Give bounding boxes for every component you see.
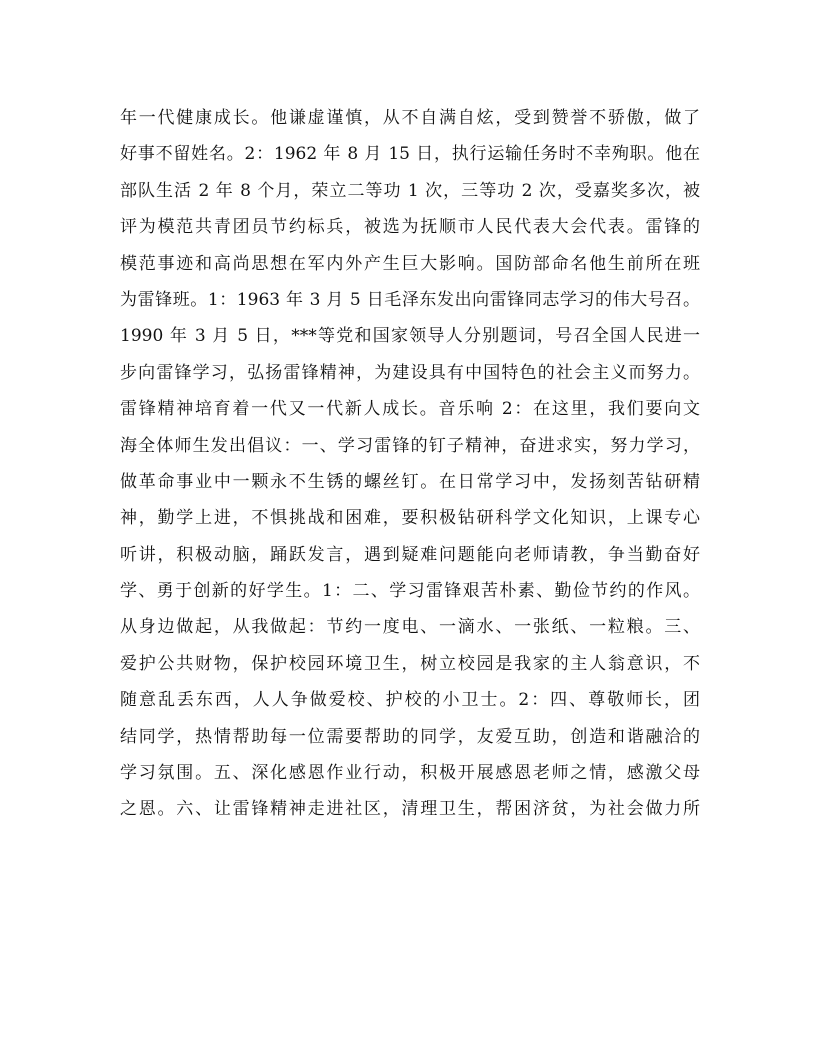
text-line-12: 神，勤学上进，不惧挑战和困难，要积极钻研科学文化知识，上课专心 [120, 508, 700, 529]
text-line-11: 做革命事业中一颗永不生锈的螺丝钉。在日常学习中，发扬刻苦钻研精 [120, 471, 700, 492]
text-line-19: 学习氛围。五、深化感恩作业行动，积极开展感恩老师之情，感激父母 [120, 763, 700, 784]
text-line-10: 海全体师生发出倡议：一、学习雷锋的钉子精神，奋进求实，努力学习， [120, 435, 700, 456]
text-line-13: 听讲，积极动脑，踊跃发言，遇到疑难问题能向老师请教，争当勤奋好 [120, 544, 700, 565]
text-line-5: 模范事迹和高尚思想在军内外产生巨大影响。国防部命名他生前所在班 [120, 253, 700, 274]
body-text [120, 100, 700, 828]
text-line-6: 为雷锋班。1：1963 年 3 月 5 日毛泽东发出向雷锋同志学习的伟大号召。 [120, 289, 700, 310]
text-line-3: 部队生活 2 年 8 个月，荣立二等功 1 次，三等功 2 次，受嘉奖多次，被 [120, 180, 700, 201]
text-line-8: 步向雷锋学习，弘扬雷锋精神，为建设具有中国特色的社会主义而努力。 [120, 362, 700, 383]
text-line-7: 1990 年 3 月 5 日，***等党和国家领导人分别题词，号召全国人民进一 [120, 326, 700, 347]
text-line-17: 随意乱丢东西，人人争做爱校、护校的小卫士。2：四、尊敬师长，团 [120, 690, 700, 711]
text-line-4: 评为模范共青团员节约标兵，被选为抚顺市人民代表大会代表。雷锋的 [120, 217, 700, 238]
text-line-1: 年一代健康成长。他谦虚谨慎，从不自满自炫，受到赞誉不骄傲，做了 [120, 108, 700, 128]
text-line-18: 结同学，热情帮助每一位需要帮助的同学，友爱互助，创造和谐融洽的 [120, 726, 700, 747]
text-line-2: 好事不留姓名。2：1962 年 8 月 15 日，执行运输任务时不幸殉职。他在 [120, 144, 700, 165]
text-line-20: 之恩。六、让雷锋精神走进社区，清理卫生，帮困济贫，为社会做力所 [120, 799, 700, 820]
text-line-16: 爱护公共财物，保护校园环境卫生，树立校园是我家的主人翁意识，不 [120, 653, 700, 674]
text-line-14: 学、勇于创新的好学生。1：二、学习雷锋艰苦朴素、勤俭节约的作风。 [120, 581, 700, 602]
text-line-9: 雷锋精神培育着一代又一代新人成长。音乐响 2：在这里，我们要向文 [120, 399, 700, 420]
text-line-15: 从身边做起，从我做起：节约一度电、一滴水、一张纸、一粒粮。三、 [120, 617, 700, 638]
